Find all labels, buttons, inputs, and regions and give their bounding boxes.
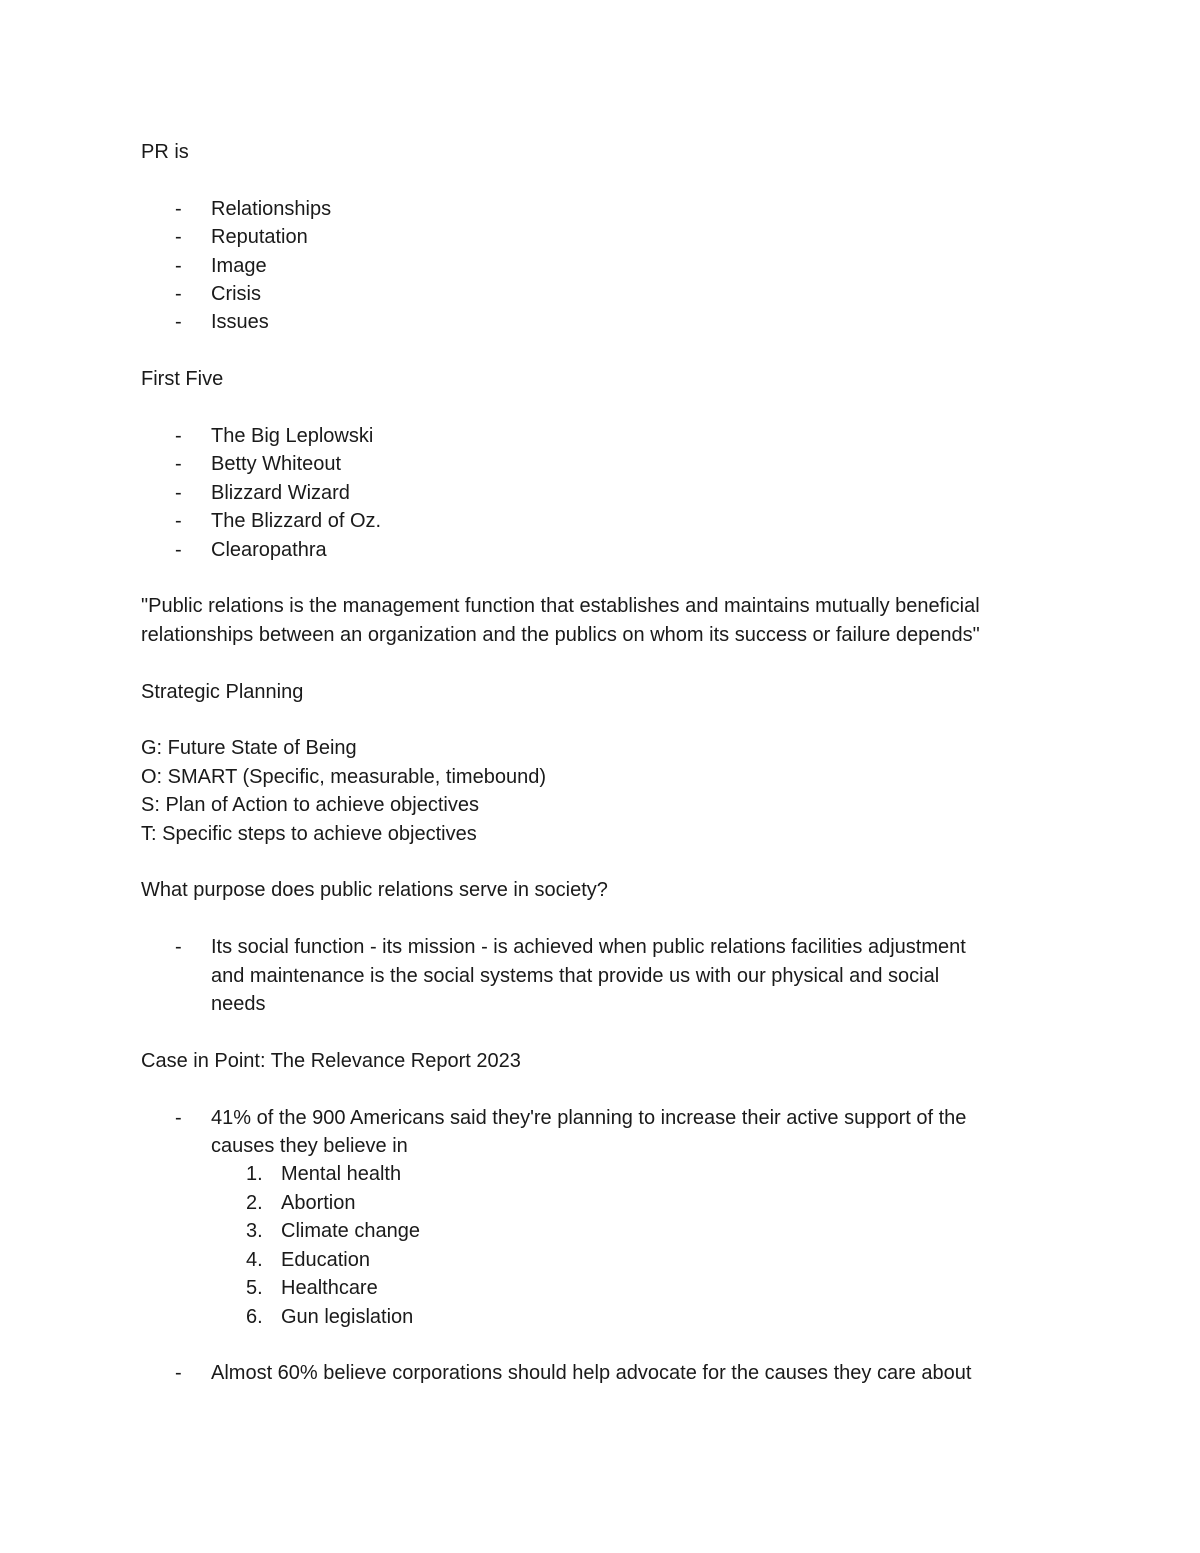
dash-bullet: - xyxy=(175,425,182,448)
numbered-item: 2. Abortion xyxy=(211,1189,1061,1217)
list-item: - Reputation xyxy=(141,223,1061,251)
pr-is-list xyxy=(141,195,1061,337)
case-in-point-list xyxy=(141,1104,1061,1331)
heading-pr-is: PR is xyxy=(141,141,189,163)
gost-tactics-line: T: Specific steps to achieve objectives xyxy=(141,822,477,845)
list-item: - The Blizzard of Oz. xyxy=(141,507,1061,535)
heading-first-five: First Five xyxy=(141,368,224,391)
heading-purpose-question: What purpose does public relations serve in society? xyxy=(141,879,608,902)
item-number: 4. xyxy=(246,1248,263,1271)
heading-strategic-planning: Strategic Planning xyxy=(141,680,304,703)
dash-bullet: - xyxy=(175,254,182,277)
numbered-item: 5. Healthcare xyxy=(211,1274,1061,1302)
dash-bullet: - xyxy=(175,936,182,959)
definition-quote-line-1: "Public relations is the management function that establishes and maintains mutually beneficial xyxy=(141,595,980,618)
definition-quote-line-2: relationships between an organization and the publics on whom its success or failure depends" xyxy=(141,623,980,646)
dash-bullet: - xyxy=(175,283,182,306)
gost-strategy-line: S: Plan of Action to achieve objectives xyxy=(141,794,479,817)
list-item: - Almost 60% believe corporations should help advocate for the causes they care about xyxy=(141,1359,1061,1387)
dash-bullet: - xyxy=(175,453,182,476)
list-item: - Relationships xyxy=(141,195,1061,223)
list-item: - Clearopathra xyxy=(141,536,1061,564)
document-page xyxy=(141,138,1061,1388)
list-item xyxy=(141,933,1061,1018)
list-item: - Crisis xyxy=(141,280,1061,308)
dash-bullet: - xyxy=(175,226,182,249)
dash-bullet: - xyxy=(175,1106,182,1129)
heading-case-in-point: Case in Point: The Relevance Report 2023 xyxy=(141,1049,521,1072)
dash-bullet: - xyxy=(175,510,182,533)
causes-numbered-list xyxy=(211,1160,1061,1330)
numbered-item: 4. Education xyxy=(211,1246,1061,1274)
item-number: 6. xyxy=(246,1305,263,1328)
item-number: 3. xyxy=(246,1220,263,1243)
item-number: 2. xyxy=(246,1191,263,1214)
list-item xyxy=(141,1104,1061,1331)
dash-bullet: - xyxy=(175,481,182,504)
dash-bullet: - xyxy=(175,197,182,220)
gost-goal-line: G: Future State of Being xyxy=(141,737,357,760)
item-number: 1. xyxy=(246,1163,263,1186)
numbered-item: 3. Climate change xyxy=(211,1217,1061,1245)
list-item: - Betty Whiteout xyxy=(141,450,1061,478)
list-item: - Issues xyxy=(141,308,1061,336)
purpose-list xyxy=(141,933,1061,1018)
first-five-list xyxy=(141,422,1061,564)
list-item: - Blizzard Wizard xyxy=(141,479,1061,507)
list-item: - The Big Leplowski xyxy=(141,422,1061,450)
dash-bullet: - xyxy=(175,1362,182,1385)
list-item-line: needs xyxy=(211,993,266,1016)
numbered-item: 1. Mental health xyxy=(211,1160,1061,1188)
list-item: - Image xyxy=(141,252,1061,280)
dash-bullet: - xyxy=(175,538,182,561)
numbered-item: 6. Gun legislation xyxy=(211,1303,1061,1331)
dash-bullet: - xyxy=(175,311,182,334)
list-item-line: 41% of the 900 Americans said they're planning to increase their active support of the xyxy=(211,1106,967,1129)
list-item-line: Its social function - its mission - is achieved when public relations facilities adjustment xyxy=(211,936,966,959)
case-in-point-list-continued xyxy=(141,1359,1061,1387)
list-item-line: and maintenance is the social systems that provide us with our physical and social xyxy=(211,964,940,987)
gost-objective-line: O: SMART (Specific, measurable, timebound) xyxy=(141,765,546,788)
item-number: 5. xyxy=(246,1277,263,1300)
list-item-line: causes they believe in xyxy=(211,1135,408,1158)
